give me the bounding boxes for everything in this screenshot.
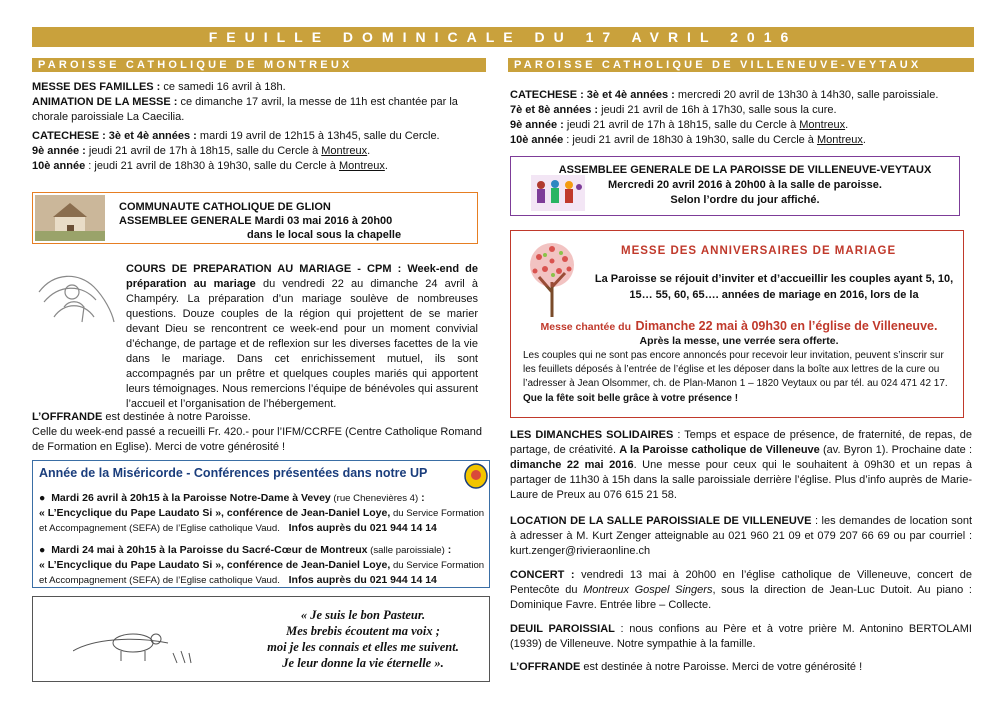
messe-familles: MESSE DES FAMILLES : ce samedi 16 avril à 18h. — [32, 81, 286, 93]
glion-box — [32, 192, 478, 244]
dimanches-solidaires: LES DIMANCHES SOLIDAIRES : Temps et espace de présence, de fraternité, de repas, de partage, de créativité. A la Paroisse catholique de Villeneuve (av. Byron 1). Prochaine date : dimanche 22 mai 2016. Une messe pour ceux qui le souhaitent à 09h30 et un repas à partager de 11h30 à 15h dans la salle paroissiale derrière l’église. Plus d’info auprès de Marie-Laure de Preux au 076 615 21 58. — [510, 429, 972, 501]
catechese-line: CATECHESE : 3è et 4è années : mercredi 20 avril de 13h30 à 14h30, salle paroissiale. — [510, 89, 939, 101]
anniversaires-details: Les couples qui ne sont pas encore annoncés pour recevoir leur invitation, peuvent s’inscrir sur les feuillets déposés à l’entrée de l’église et les déposer dans la boîte aux lettres de la cure ou l’adresser à Jean Olsommer, ch. de Plan-Manon 1 – 1820 Veytaux ou par tél. au 024 471 42 17. Que la fête soit belle grâce à votre présence ! — [523, 350, 948, 404]
misericorde-title: Année de la Miséricorde - Conférences présentées dans notre UP — [39, 466, 428, 480]
glion-assembly: ASSEMBLEE GENERALE Mardi 03 mai 2016 à 20h00 — [119, 215, 393, 227]
conference-item: ● Mardi 26 avril à 20h15 à la Paroisse Notre-Dame à Vevey (rue Chenevières 4) : « L’Encyclique du Pape Laudato Si », conférence de Jean-Daniel Loye, du Service Formation et Accompagnement (SEFA) de l’Eglise catholique Vaud. Infos auprès du 021 944 14 14 — [39, 492, 485, 534]
anniversaires-box — [510, 230, 964, 418]
glion-place: dans le local sous la chapelle — [247, 229, 402, 241]
catechese-line: 9è année : jeudi 21 avril de 17h à 18h15, salle du Cercle à Montreux. — [32, 145, 371, 157]
left-section-title: PAROISSE CATHOLIQUE DE MONTREUX — [32, 58, 486, 72]
assemblee-box — [510, 156, 960, 216]
page-title: FEUILLE DOMINICALE DU 17 AVRIL 2016 — [32, 27, 974, 47]
hands-illustration — [34, 262, 120, 330]
concert: CONCERT : vendredi 13 mai à 20h00 en l’église catholique de Villeneuve, concert de Pentecôte du Montreux Gospel Singers, sous la direction de Jean-Luc Dutoit. Au piano : Dominique Favre. Entrée libre – Collecte. — [510, 569, 972, 611]
right-catechese — [510, 88, 970, 148]
messe-chantee: Messe chantée du Dimanche 22 mai à 09h30 en l’église de Villeneuve. — [540, 319, 938, 333]
quote-box — [32, 596, 490, 682]
assemblee-agenda: Selon l’ordre du jour affiché. — [670, 194, 820, 206]
gospel-quote: « Je suis le bon Pasteur. Mes brebis écoutent ma voix ; moi je les connais et elles me suivent. Je leur donne la vie éternelle ». — [267, 608, 459, 670]
sheep-illustration — [73, 611, 223, 671]
misericorde-box — [32, 460, 490, 588]
left-announcements — [32, 80, 482, 174]
conference-item: ● Mardi 24 mai à 20h15 à la Paroisse du Sacré-Cœur de Montreux (salle paroissiale) : « L’Encyclique du Pape Laudato Si », conférence de Jean-Daniel Loye, du Service Formation et Accompagnement (SEFA) de l’Eglise catholique Vaud. Infos auprès du 021 944 14 14 — [39, 544, 485, 586]
catechese-line: 7è et 8è années : jeudi 21 avril de 16h à 17h30, salle sous la cure. — [510, 104, 837, 116]
assemblee-title: ASSEMBLEE GENERALE DE LA PAROISSE DE VILLENEUVE-VEYTAUX — [558, 164, 932, 176]
offrande-right: L’OFFRANDE est destinée à notre Paroisse. Merci de votre générosité ! — [510, 661, 863, 673]
right-section-title: PAROISSE CATHOLIQUE DE VILLENEUVE-VEYTAUX — [508, 58, 974, 72]
chapel-photo — [35, 195, 105, 241]
catechese-line: 10è année : jeudi 21 avril de 18h30 à 19h30, salle du Cercle à Montreux. — [32, 160, 388, 172]
catechese-line: CATECHESE : 3è et 4è années : mardi 19 avril de 12h15 à 13h45, salle du Cercle. — [32, 130, 440, 142]
assemblee-date: Mercredi 20 avril 2016 à 20h00 à la salle de paroisse. — [608, 179, 882, 191]
glion-title: COMMUNAUTE CATHOLIQUE DE GLION — [119, 201, 331, 213]
cpm-text: du vendredi 22 au dimanche 24 avril à Champéry. La préparation d’un mariage soulève de nombreuses questions. Douze couples de la région qui projettent de se marier devant Dieu se rencontrent ce week-end pour un moment convivial d’échange, de partage et de reflexion sur les diverses facettes de la vie dans le mariage. Dans cet enrichissement mutuel, ils sont accompagnés par un prêtre et quelques couples mariés qui apportent leurs témoignages. Nous remercions l’équipe de bénévoles qui assurent l’accueil et l’organisation de l’hébergement. — [126, 278, 478, 410]
verree: Après la messe, une verrée sera offerte. — [639, 335, 839, 347]
animation-messe: ANIMATION DE LA MESSE : ce dimanche 17 avril, la messe de 11h est chantée par la chorale paroissiale La Caecilia. — [32, 96, 458, 123]
catechese-line: 9è année : jeudi 21 avril de 17h à 18h15, salle du Cercle à Montreux. — [510, 119, 849, 131]
catechese-line: 10è année : jeudi 21 avril de 18h30 à 19h30, salle du Cercle à Montreux. — [510, 134, 866, 146]
anniversaires-invite: La Paroisse se réjouit d’inviter et d’accueillir les couples ayant 5, 10, 15… 55, 60, 65…. années de mariage en 2016, lors de la — [594, 273, 954, 301]
anniversaires-title: MESSE DES ANNIVERSAIRES DE MARIAGE — [621, 245, 897, 257]
deuil-paroissial: DEUIL PAROISSIAL : nous confions au Père et à votre prière M. Antonino BERTOLAMI (1939) de Villeneuve. Notre sympathie à la famille. — [510, 623, 972, 650]
location-salle: LOCATION DE LA SALLE PAROISSIALE DE VILLENEUVE : les demandes de location sont à adresser à M. Kurt Zenger atteignable au 021 960 21 09 et 079 207 66 69 ou par courriel : kurt.zenger@rivieraonline.ch — [510, 515, 973, 557]
offrande-left: L’OFFRANDE est destinée à notre Paroisse. Celle du week-end passé a recueilli Fr. 420.- pour l’IFM/CCRFE (Centre Catholique Romand de Formation en Eglise). Merci de votre générosité ! — [32, 411, 482, 453]
cpm-top: COURS DE PREPARATION AU MARIAGE - CPM : Week-end de préparation au mariage du vendredi 22 au dimanche 24 avril à Champéry. La préparation d’un mariage soulève de nombreuses questions. Douze couples de la région qui projettent de se marier devant Dieu se rencontrent ce week-end pour un moment convivial d’échange, de partage et de reflexion sur les diverses facettes de la vie dans le mariage. Dans cet enrichissement mutuel, ils sont accompagnés par un prêtre et quelques couples mariés qui apportent leurs témoignages. Nous remercions l’équipe de bénévoles qui assurent l’accueil et l’organisation de l’hébergement. — [126, 263, 478, 410]
heart-tree-illustration — [517, 237, 587, 317]
jubilee-logo — [464, 463, 488, 489]
